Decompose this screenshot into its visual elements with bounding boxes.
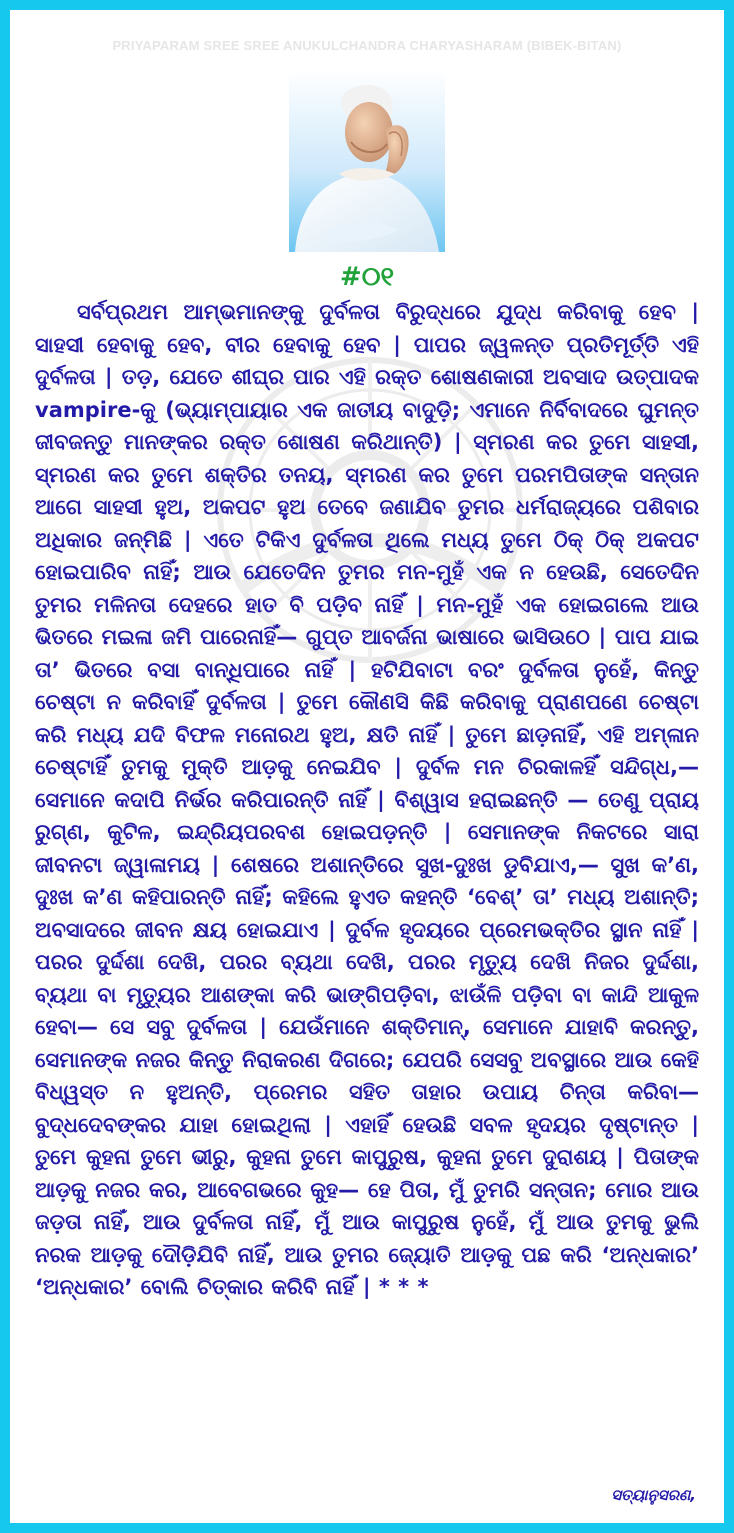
message-body: ସର୍ବପ୍ରଥମ ଆମ୍ଭମାନଙ୍କୁ ଦୁର୍ବଳତା ବିରୁଦ୍ଧରେ ଯୁଦ୍ଧ କରିବାକୁ ହେବ | ସାହସୀ ହେବାକୁ ହେବ, ବୀର ହେବାକୁ ହେବ | ପାପର ଜ୍ୱଳନ୍ତ ପ୍ରତିମୂର୍ତ୍ତି ଏହି ଦୁର୍ବଳତା | ତଡ଼, ଯେତେ ଶୀଘ୍ର ପାର ଏହି ରକ୍ତ ଶୋଷଣକାରୀ ଅବସାଦ ଉତ୍ପାଦକ vampire-କୁ (ଭ୍ୟାମ୍ପାୟାର ଏକ ଜାତୀୟ ବାଦୁଡ଼ି; ଏମାନେ ନିର୍ବିବାଦରେ ଘୁମନ୍ତ ଜୀବଜନ୍ତୁ ମାନଙ୍କର ରକ୍ତ ଶୋଷଣ କରିଥାନ୍ତି) | ସ୍ମରଣ କର ତୁମେ ସାହସୀ, ସ୍ମରଣ କର ତୁମେ ଶକ୍ତିର ତନୟ, ସ୍ମରଣ କର ତୁମେ ପରମପିତାଙ୍କ ସନ୍ତାନ ଆଗେ ସାହସୀ ହୁଅ, ଅକପଟ ହୁଅ ତେବେ ଜଣାଯିବ ତୁମର ଧର୍ମରାଜ୍ୟରେ ପଶିବାର ଅଧିକାର ଜନ୍ମିଛି | ଏତେ ଟିକିଏ ଦୁର୍ବଳତା ଥିଲେ ମଧ୍ୟ ତୁମେ ଠିକ୍ ଠିକ୍ ଅକପଟ ହୋଇପାରିବ ନାହିଁ; ଆଉ ଯେତେଦିନ ତୁମର ମନ-ମୁହଁ ଏକ ନ ହେଉଛି, ସେତେଦିନ ତୁମର ମଳିନତା ଦେହରେ ହାତ ବି ପଡ଼ିବ ନାହିଁ | ମନ-ମୁହଁ ଏକ ହୋଇଗଲେ ଆଉ ଭିତରେ ମଇଳା ଜମି ପାରେନାହିଁ— ଗୁପ୍ତ ଆବର୍ଜନା ଭାଷାରେ ଭାସିଉଠେ | ପାପ ଯାଇ ତା’ ଭିତରେ ବସା ବାନ୍ଧିପାରେ ନାହିଁ | ହଟିଯିବାଟା ବରଂ ଦୁର୍ବଳତା ନୁହେଁ, କିନ୍ତୁ ଚେଷ୍ଟା ନ କରିବାହିଁ ଦୁର୍ବଳତା | ତୁମେ କୌଣସି କିଛି କରିବାକୁ ପ୍ରାଣପଣେ ଚେଷ୍ଟା କରି ମଧ୍ୟ ଯଦି ବିଫଳ ମନୋରଥ ହୁଅ, କ୍ଷତି ନାହିଁ | ତୁମେ ଛାଡ଼ନାହିଁ, ଏହି ଅମ୍ଳାନ ଚେଷ୍ଟାହିଁ ତୁମକୁ ମୁକ୍ତି ଆଡ଼କୁ ନେଇଯିବ | ଦୁର୍ବଳ ମନ ଚିରକାଳହିଁ ସନ୍ଦିଗ୍ଧ,— ସେମାନେ କଦାପି ନିର୍ଭର କରିପାରନ୍ତି ନାହିଁ | ବିଶ୍ୱାସ ହରାଇଛନ୍ତି — ତେଣୁ ପ୍ରାୟ ରୁଗ୍ଣ, କୁଟିଳ, ଇନ୍ଦ୍ରିୟପରବଶ ହୋଇପଡ଼ନ୍ତି | ସେମାନଙ୍କ ନିକଟରେ ସାରା ଜୀବନଟା ଜ୍ୱାଳାମୟ | ଶେଷରେ ଅଶାନ୍ତିରେ ସୁଖ-ଦୁଃଖ ଡୁବିଯାଏ,— ସୁଖ କ’ଣ, ଦୁଃଖ କ’ଣ କହିପାରନ୍ତି ନାହିଁ; କହିଲେ ହୁଏତ କହନ୍ତି ‘ବେଶ୍’ ତା’ ମଧ୍ୟ ଅଶାନ୍ତି; ଅବସାଦରେ ଜୀବନ କ୍ଷୟ ହୋଇଯାଏ | ଦୁର୍ବଳ ହୃଦୟରେ ପ୍ରେମଭକ୍ତିର ସ୍ଥାନ ନାହିଁ | ପରର ଦୁର୍ଦ୍ଦଶା ଦେଖି, ପରର ବ୍ୟଥା ଦେଖି, ପରର ମୃତ୍ୟୁ ଦେଖି ନିଜର ଦୁର୍ଦ୍ଦଶା, ବ୍ୟଥା ବା ମୃତ୍ୟୁର ଆଶଙ୍କା କରି ଭାଙ୍ଗିପଡ଼ିବା, ଝାଉଁଳି ପଡ଼ିବା ବା କାନ୍ଦି ଆକୁଳ ହେବା— ସେ ସବୁ ଦୁର୍ବଳତା | ଯେଉଁମାନେ ଶକ୍ତିମାନ୍, ସେମାନେ ଯାହାବି କରନ୍ତୁ, ସେମାନଙ୍କ ନଜର କିନ୍ତୁ ନିରାକରଣ ଦିଗରେ; ଯେପରି ସେସବୁ ଅବସ୍ଥାରେ ଆଉ କେହି ବିଧ୍ୱସ୍ତ ନ ହୁଅନ୍ତି, ପ୍ରେମର ସହିତ ତାହାର ଉପାୟ ଚିନ୍ତା କରିବା— ବୁଦ୍ଧଦେବଙ୍କର ଯାହା ହୋଇଥିଲା | ଏହାହିଁ ହେଉଛି ସବଳ ହୃଦୟର ଦୃଷ୍ଟାନ୍ତ | ତୁମେ କୁହନା ତୁମେ ଭୀରୁ, କୁହନା ତୁମେ କାପୁରୁଷ, କୁହନା ତୁମେ ଦୁରାଶୟ | ପିତାଙ୍କ ଆଡ଼କୁ ନଜର କର, ଆବେଗଭରେ କୁହ— ହେ ପିତା, ମୁଁ ତୁମରି ସନ୍ତାନ; ମୋର ଆଉ ଜଡ଼ତା ନାହିଁ, ଆଉ ଦୁର୍ବଳତା ନାହିଁ, ମୁଁ ଆଉ କାପୁରୁଷ ନୁହେଁ, ମୁଁ ଆଉ ତୁମକୁ ଭୁଲି ନରକ ଆଡ଼କୁ ଦୌଡ଼ିଯିବି ନାହିଁ, ଆଉ ତୁମର ଜ୍ୟୋତି ଆଡ଼କୁ ପଛ କରି ‘ଅନ୍ଧକାର’ ‘ଅନ୍ଧକାର’ ବୋଲି ଚିତ୍କାର କରିବି ନାହିଁ | * * * [35, 300, 699, 1299]
message-number: #୦୧ [339, 262, 395, 292]
source-signature: ସତ୍ୟାନୁସରଣ, [611, 1486, 696, 1504]
ashram-watermark-text: PRIYAPARAM SREE SREE ANUKULCHANDRA CHARYASHARAM (BIBEK-BITAN) [112, 38, 622, 53]
quote-card [10, 10, 724, 1523]
praying-man-portrait-icon [289, 70, 445, 252]
